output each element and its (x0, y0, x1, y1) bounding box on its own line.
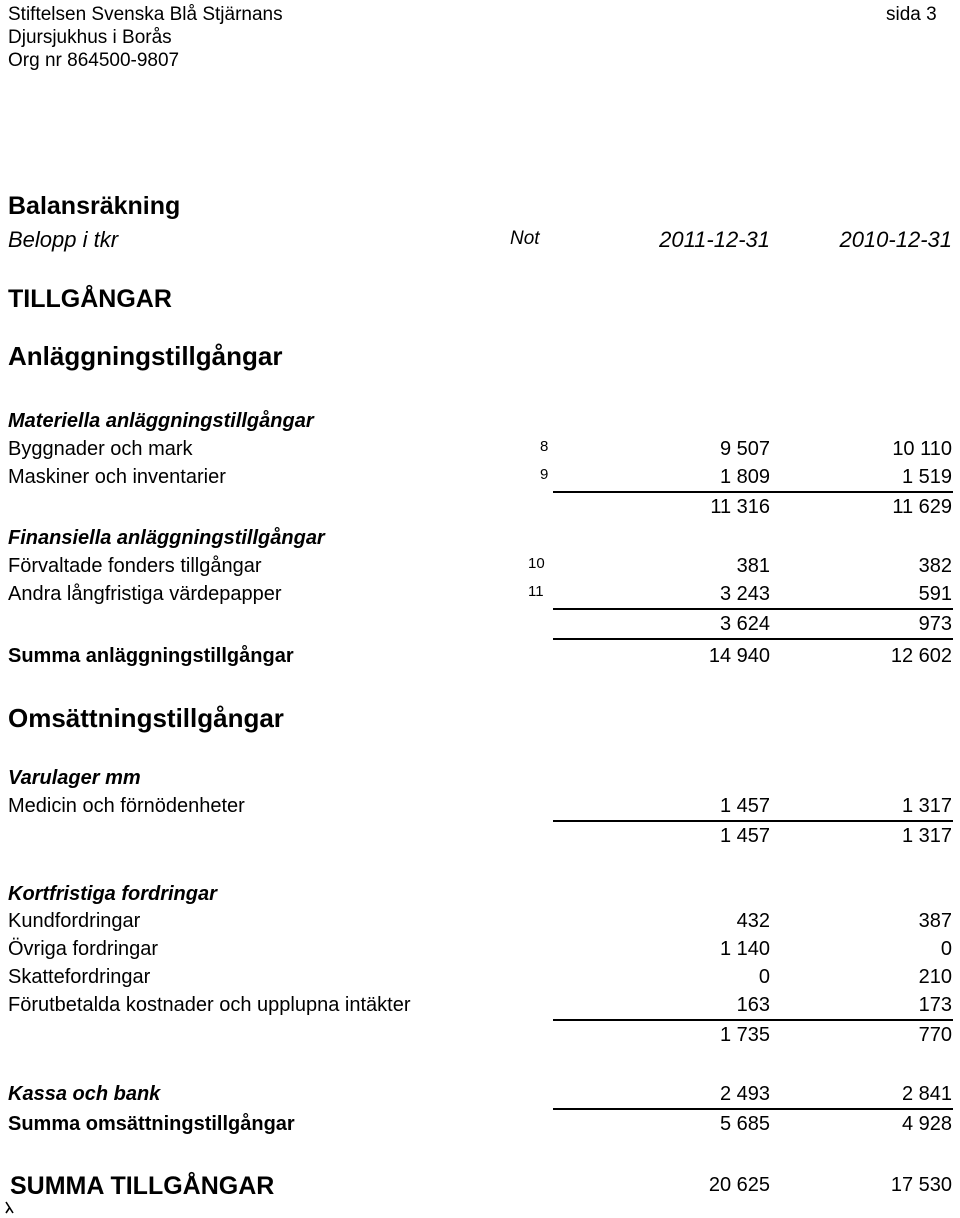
row-value-2010: 10 110 (892, 438, 952, 460)
heading-receivables: Kortfristiga fordringar (8, 883, 217, 905)
row-value-2011: 381 (736, 555, 770, 577)
row-label: Andra långfristiga värdepapper (8, 583, 282, 605)
row-value-2011: 1 140 (719, 938, 770, 960)
row-value-2011: 163 (736, 994, 770, 1016)
row-note: 8 (540, 438, 549, 455)
section-assets: TILLGÅNGAR (8, 285, 172, 313)
subtotal-2011: 11 316 (710, 496, 770, 518)
page-number: sida 3 (886, 4, 937, 25)
row-value-2010: 210 (918, 966, 952, 988)
col-header-not: Not (510, 228, 540, 249)
subtotal-2010: 11 629 (892, 496, 952, 518)
row-label: Kundfordringar (8, 910, 141, 932)
row-label: Maskiner och inventarier (8, 466, 226, 488)
row-value-2010: 0 (940, 938, 952, 960)
row-value-2010: 591 (918, 583, 952, 605)
row-value-2011: 432 (736, 910, 770, 932)
total-rule (553, 1108, 953, 1110)
current-assets-total-label: Summa omsättningstillgångar (8, 1113, 295, 1135)
row-value-2011: 1 457 (719, 795, 770, 817)
cash-label: Kassa och bank (8, 1083, 161, 1105)
subtotal-2010: 770 (918, 1024, 952, 1046)
page-subtitle: Belopp i tkr (8, 227, 119, 252)
org-name: Stiftelsen Svenska Blå Stjärnans (8, 4, 283, 25)
heading-tangible: Materiella anläggningstillgångar (8, 410, 314, 432)
row-value-2010: 382 (918, 555, 952, 577)
section-fixed-assets: Anläggningstillgångar (8, 341, 283, 371)
page-title: Balansräkning (8, 192, 181, 220)
fixed-assets-total-label: Summa anläggningstillgångar (8, 645, 294, 667)
subtotal-rule (553, 608, 953, 610)
subtotal-rule (553, 820, 953, 822)
heading-financial: Finansiella anläggningstillgångar (8, 527, 325, 549)
row-label: Förutbetalda kostnader och upplupna intäkter (8, 994, 411, 1016)
heading-inventory: Varulager mm (8, 767, 141, 789)
col-header-2010: 2010-12-31 (839, 227, 952, 252)
subtotal-rule (553, 1019, 953, 1021)
assets-total-2010: 17 530 (890, 1174, 952, 1196)
subtotal-2011: 1 735 (719, 1024, 770, 1046)
row-value-2011: 9 507 (719, 438, 770, 460)
row-label: Förvaltade fonders tillgångar (8, 555, 262, 577)
row-note: 10 (528, 555, 545, 572)
row-value-2011: 1 809 (719, 466, 770, 488)
cash-2011: 2 493 (719, 1083, 770, 1105)
row-value-2010: 1 317 (901, 795, 952, 817)
row-label: Medicin och förnödenheter (8, 795, 245, 817)
row-label: Övriga fordringar (8, 938, 159, 960)
org-subname: Djursjukhus i Borås (8, 27, 172, 48)
current-assets-total-2011: 5 685 (719, 1113, 770, 1135)
subtotal-2011: 3 624 (719, 613, 770, 635)
row-label: Skattefordringar (8, 966, 151, 988)
subtotal-2010: 973 (918, 613, 952, 635)
row-note: 11 (528, 583, 544, 600)
subtotal-2010: 1 317 (901, 825, 952, 847)
row-value-2011: 3 243 (719, 583, 770, 605)
row-value-2010: 1 519 (901, 466, 952, 488)
section-current-assets: Omsättningstillgångar (8, 703, 284, 733)
current-assets-total-2010: 4 928 (901, 1113, 952, 1135)
col-header-2011: 2011-12-31 (659, 227, 770, 252)
pen-mark (4, 1200, 16, 1214)
subtotal-2011: 1 457 (719, 825, 770, 847)
row-value-2010: 173 (918, 994, 952, 1016)
fixed-assets-total-2011: 14 940 (708, 645, 770, 667)
row-value-2010: 387 (918, 910, 952, 932)
row-note: 9 (540, 466, 549, 483)
row-label: Byggnader och mark (8, 438, 193, 460)
org-number: Org nr 864500-9807 (8, 50, 180, 71)
assets-total-label: SUMMA TILLGÅNGAR (10, 1172, 275, 1200)
fixed-assets-total-2010: 12 602 (890, 645, 952, 667)
subtotal-rule (553, 491, 953, 493)
assets-total-2011: 20 625 (708, 1174, 770, 1196)
row-value-2011: 0 (758, 966, 770, 988)
total-rule (553, 638, 953, 640)
cash-2010: 2 841 (901, 1083, 952, 1105)
